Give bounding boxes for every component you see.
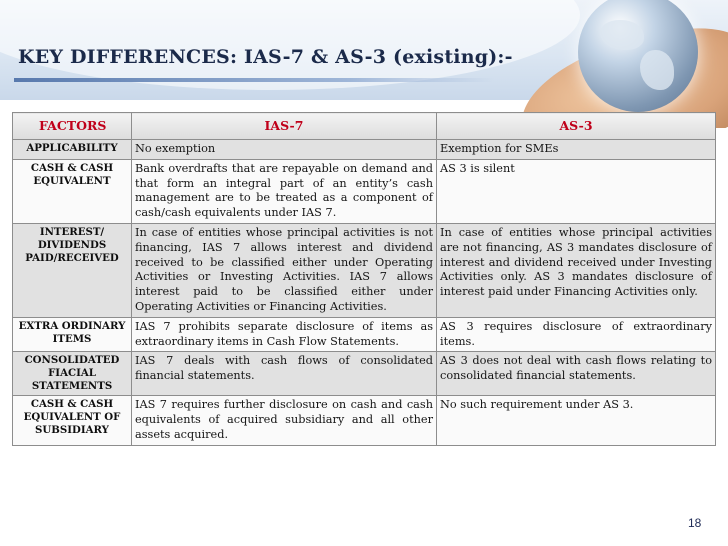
factor-cell: CASH & CASH EQUIVALENT OF SUBSIDIARY — [13, 396, 132, 445]
ias7-cell: IAS 7 prohibits separate disclosure of items as extraordinary items in Cash Flow Statements. — [132, 317, 437, 352]
table-row — [13, 223, 716, 317]
table-row — [13, 352, 716, 396]
column-header-as3: AS-3 — [437, 113, 716, 140]
globe-in-hand-image — [478, 0, 728, 128]
table-header-row — [13, 113, 716, 140]
table-row — [13, 140, 716, 160]
table-row — [13, 396, 716, 445]
title-underline — [14, 78, 494, 82]
column-header-ias7: IAS-7 — [132, 113, 437, 140]
ias7-cell: IAS 7 deals with cash flows of consolidated financial statements. — [132, 352, 437, 396]
as3-cell: AS 3 requires disclosure of extraordinary items. — [437, 317, 716, 352]
table-row — [13, 159, 716, 223]
factor-cell: APPLICABILITY — [13, 140, 132, 160]
ias7-cell: In case of entities whose principal activities is not financing, IAS 7 allows interest and dividend received to be classified either under Operating Activities or Investing Activities. IAS 7 allows interest paid to be classified either under Operating Activities or Financing Activities. — [132, 223, 437, 317]
comparison-table — [12, 112, 716, 446]
as3-cell: No such requirement under AS 3. — [437, 396, 716, 445]
as3-cell: AS 3 is silent — [437, 159, 716, 223]
factor-cell: CONSOLIDATED FIACIAL STATEMENTS — [13, 352, 132, 396]
ias7-cell: Bank overdrafts that are repayable on demand and that form an integral part of an entity’s cash management are to be treated as a component of cash/cash equivalents under IAS 7. — [132, 159, 437, 223]
ias7-cell: No exemption — [132, 140, 437, 160]
as3-cell: In case of entities whose principal activities are not financing, AS 3 mandates disclosure of interest and dividend received under Investing Activities only. AS 3 mandates disclosure of interest paid under Financing Activities only. — [437, 223, 716, 317]
slide-title: KEY DIFFERENCES: IAS-7 & AS-3 (existing):- — [18, 46, 513, 68]
factor-cell: CASH & CASH EQUIVALENT — [13, 159, 132, 223]
factor-cell: EXTRA ORDINARY ITEMS — [13, 317, 132, 352]
ias7-cell: IAS 7 requires further disclosure on cash and cash equivalents of acquired subsidiary and all other assets acquired. — [132, 396, 437, 445]
factor-cell: INTEREST/ DIVIDENDS PAID/RECEIVED — [13, 223, 132, 317]
as3-cell: Exemption for SMEs — [437, 140, 716, 160]
globe-continent — [640, 50, 674, 90]
page-number: 18 — [688, 516, 702, 530]
table-row — [13, 317, 716, 352]
column-header-factors: FACTORS — [13, 113, 132, 140]
as3-cell: AS 3 does not deal with cash flows relating to consolidated financial statements. — [437, 352, 716, 396]
globe-continent — [600, 20, 644, 50]
